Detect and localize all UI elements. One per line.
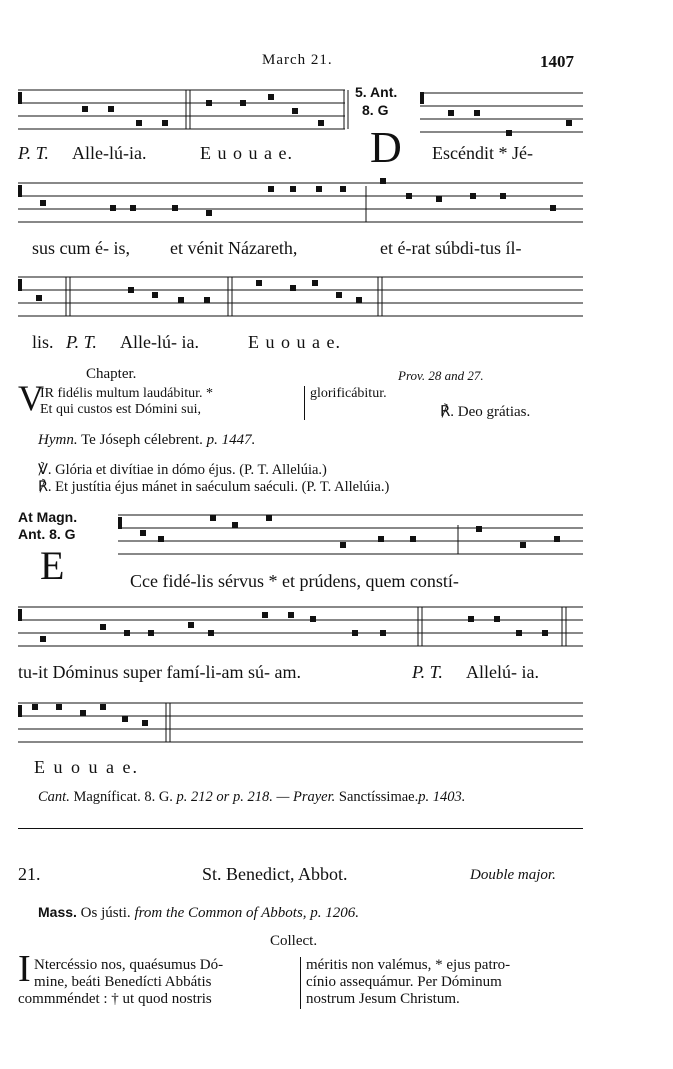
staff-3 xyxy=(18,277,583,316)
mass-line: Mass. Os jústi. from the Common of Abbots, p. 1206. xyxy=(38,904,360,921)
feast-day: 21. xyxy=(18,864,41,884)
lyric-line2-a: sus cum é- is, xyxy=(32,238,130,258)
versicle: ℣. Glória et divítiae in dómo éjus. (P. T. Allelúia.) xyxy=(38,462,327,478)
mode-label-1: 5. Ant. xyxy=(355,84,398,100)
staff-1 xyxy=(18,90,348,129)
lyric-line1-rest: Escéndit * Jé- xyxy=(432,143,533,163)
section-rule xyxy=(18,828,583,829)
staff-4 xyxy=(118,515,583,554)
collect-heading: Collect. xyxy=(270,933,318,949)
collect-col1-line3: commméndet : † ut quod nostris xyxy=(18,991,212,1007)
chapter-response: ℟. Deo grátias. xyxy=(440,404,531,420)
versicle-response: ℟. Et justítia éjus mánet in saéculum saéculi. (P. T. Allelúia.) xyxy=(38,479,390,495)
lyric-pt: P. T. xyxy=(18,143,49,163)
lyric-line2-c: et é-rat súbdi-tus íl- xyxy=(380,238,522,258)
feast-title: St. Benedict, Abbot. xyxy=(202,864,348,884)
mode-label-2: 8. G xyxy=(362,102,389,118)
cantus-line: Cant. Magníficat. 8. G. p. 212 or p. 218. — Prayer. Sanctíssimae.p. 1403. xyxy=(38,789,466,805)
hymn-text: Te Jóseph célebrent. xyxy=(81,432,203,448)
magn-euouae: E u o u a e. xyxy=(34,757,139,777)
chapter-drop-cap: V xyxy=(18,378,44,418)
collect-drop-cap: I xyxy=(18,948,31,990)
chapter-col1-line1: IR fidélis multum laudábitur. * xyxy=(40,386,214,401)
lyric-line2-b: et vénit Názareth, xyxy=(170,238,298,258)
drop-cap-d: D xyxy=(370,123,402,172)
hymn-line xyxy=(38,432,255,449)
magn-drop-cap: E xyxy=(40,543,65,588)
magn-line1: Cce fidé-lis sérvus * et prúdens, quem constí- xyxy=(130,571,459,591)
collect-col2-line3: nostrum Jesum Christum. xyxy=(306,991,460,1007)
staff-2 xyxy=(18,183,583,222)
lyric-line3-a: lis. xyxy=(32,332,54,352)
collect-column-divider xyxy=(300,957,301,1009)
collect-col1-line2: mine, beáti Benedícti Abbátis xyxy=(34,974,212,990)
magn-line2-c: Allelú- ia. xyxy=(466,662,539,682)
collect-col2-line1: méritis non valémus, * ejus patro- xyxy=(306,957,511,973)
column-divider xyxy=(304,386,305,420)
running-title: March 21. xyxy=(262,52,333,68)
staff-1b xyxy=(420,93,583,132)
feast-rank: Double major. xyxy=(470,867,556,883)
collect-col1-line1: Ntercéssio nos, quaésumus Dó- xyxy=(34,957,224,973)
hymn-page: p. 1447. xyxy=(206,432,256,448)
collect-col2-line2: cínio assequámur. Per Dóminum xyxy=(306,974,502,990)
lyric-line3-euouae: E u o u a e. xyxy=(248,332,341,352)
page-number: 1407 xyxy=(540,52,574,71)
magn-line2-a: tu-it Dóminus super famí-li-am sú- am. xyxy=(18,662,301,682)
chapter-heading: Chapter. xyxy=(86,366,137,382)
lyric-euouae: E u o u a e. xyxy=(200,143,293,163)
chapter-col2-line1: glorificábitur. xyxy=(310,386,387,401)
magn-label-2: Ant. 8. G xyxy=(18,526,76,542)
magn-label-1: At Magn. xyxy=(18,509,78,525)
lyric-alleluia: Alle-lú-ia. xyxy=(72,143,147,163)
magn-line2-b: P. T. xyxy=(412,662,443,682)
hymn-label: Hymn. xyxy=(38,432,78,448)
lyric-line3-b: P. T. xyxy=(66,332,97,352)
lyric-line3-c: Alle-lú- ia. xyxy=(120,332,199,352)
chapter-reference: Prov. 28 and 27. xyxy=(398,368,484,383)
chapter-col1-line2: Et qui custos est Dómini sui, xyxy=(40,402,201,417)
